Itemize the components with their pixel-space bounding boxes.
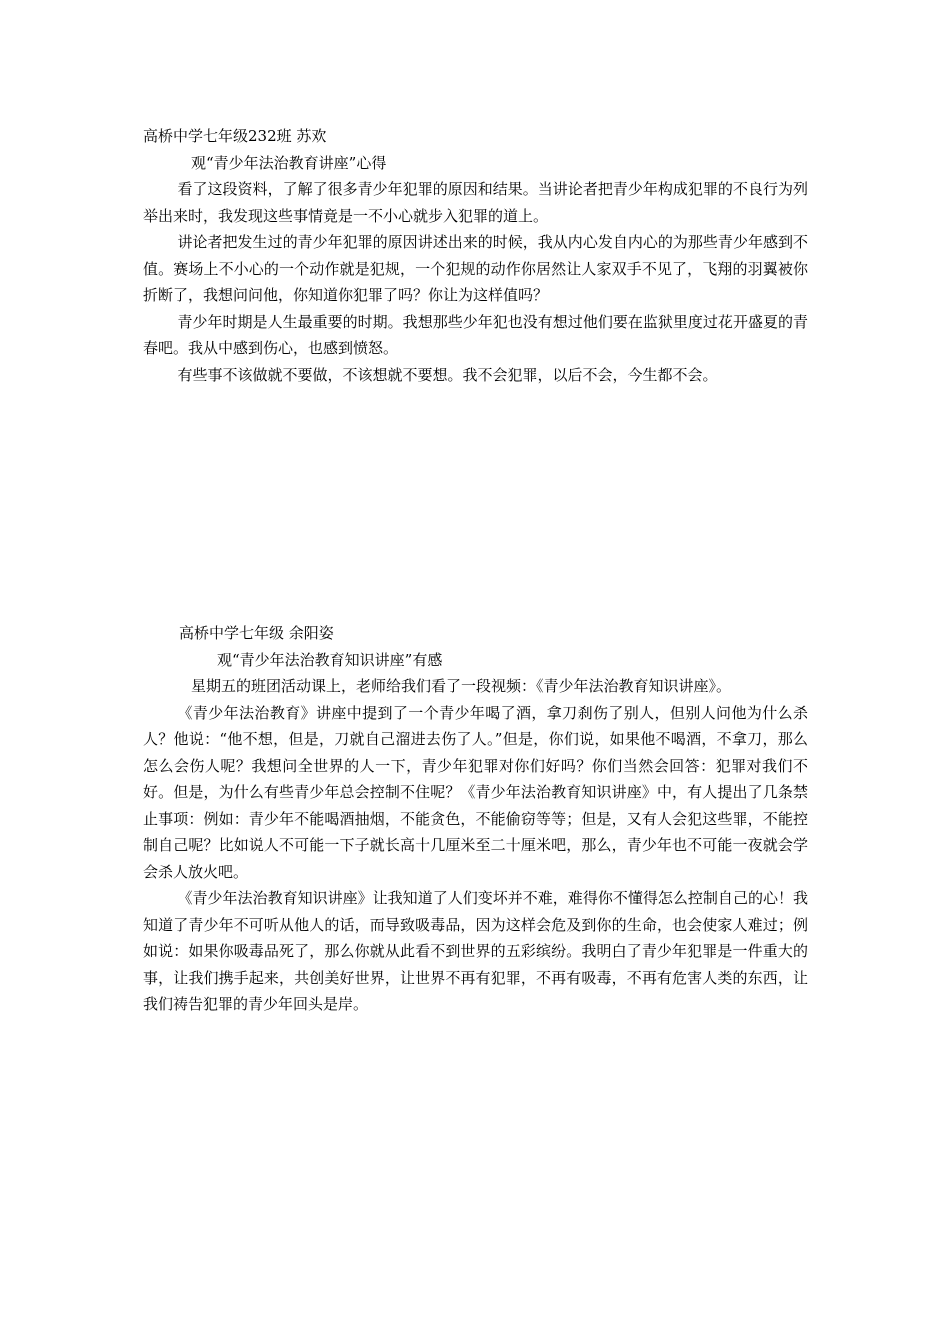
essay-su-huan	[143, 123, 808, 388]
essay-title: 观“青少年法治教育知识讲座”有感	[217, 650, 443, 669]
essay-yu-yangzi	[143, 620, 808, 1018]
essay-paragraph: 有些事不该做就不要做，不该想就不要想。我不会犯罪，以后不会，今生都不会。	[177, 365, 718, 384]
essay-paragraph: 讲论者把发生过的青少年犯罪的原因讲述出来的时候，我从内心发自内心的为那些青少年感到不值。赛场上不小心的一个动作就是犯规，一个犯规的动作你居然让人家双手不见了，飞翔的羽翼被你折断了，我想问问他，你知道你犯罪了吗？你让为这样值吗？	[143, 233, 808, 304]
essay-paragraph: 星期五的班团活动课上，老师给我们看了一段视频：《青少年法治教育知识讲座》。	[191, 677, 732, 695]
essay-byline: 高桥中学七年级232班 苏欢	[143, 127, 327, 145]
essay-paragraph: 青少年时期是人生最重要的时期。我想那些少年犯也没有想过他们要在监狱里度过花开盛夏的青春吧。我从中感到伤心，也感到愤怒。	[143, 312, 808, 357]
essay-paragraph: 《青少年法治教育》讲座中提到了一个青少年喝了酒，拿刀刹伤了别人，但别人问他为什么杀人？他说：“他不想，但是，刀就自己溜进去伤了人。”但是，你们说，如果他不喝酒，不拿刀，那么怎么会伤人呢？我想问全世界的人一下，青少年犯罪对你们好吗？你们当然会回答：犯罪对我们不好。但是，为什么有些青少年总会控制不住呢？《青少年法治教育知识讲座》中，有人提出了几条禁止事项：例如：青少年不能喝酒抽烟，不能贪色，不能偷窃等等；但是，又有人会犯这些罪，不能控制自己呢？比如说人不可能一下子就长高十几厘米至二十厘米吧，那么，青少年也不可能一夜就会学会杀人放火吧。	[143, 703, 808, 881]
essay-paragraph: 看了这段资料，了解了很多青少年犯罪的原因和结果。当讲论者把青少年构成犯罪的不良行为列举出来时，我发现这些事情竟是一不小心就步入犯罪的道上。	[143, 180, 808, 225]
essay-title: 观“青少年法治教育讲座”心得	[191, 153, 387, 172]
essay-byline: 高桥中学七年级 余阳姿	[179, 624, 334, 642]
essay-paragraph: 《青少年法治教育知识讲座》让我知道了人们变坏并不难，难得你不懂得怎么控制自己的心！我知道了青少年不可听从他人的话，而导致吸毒品，因为这样会危及到你的生命，也会使家人难过；例如说：如果你吸毒品死了，那么你就从此看不到世界的五彩缤纷。我明白了青少年犯罪是一件重大的事，让我们携手起来，共创美好世界，让世界不再有犯罪，不再有吸毒，不再有危害人类的东西，让我们祷告犯罪的青少年回头是岸。	[143, 889, 808, 1013]
